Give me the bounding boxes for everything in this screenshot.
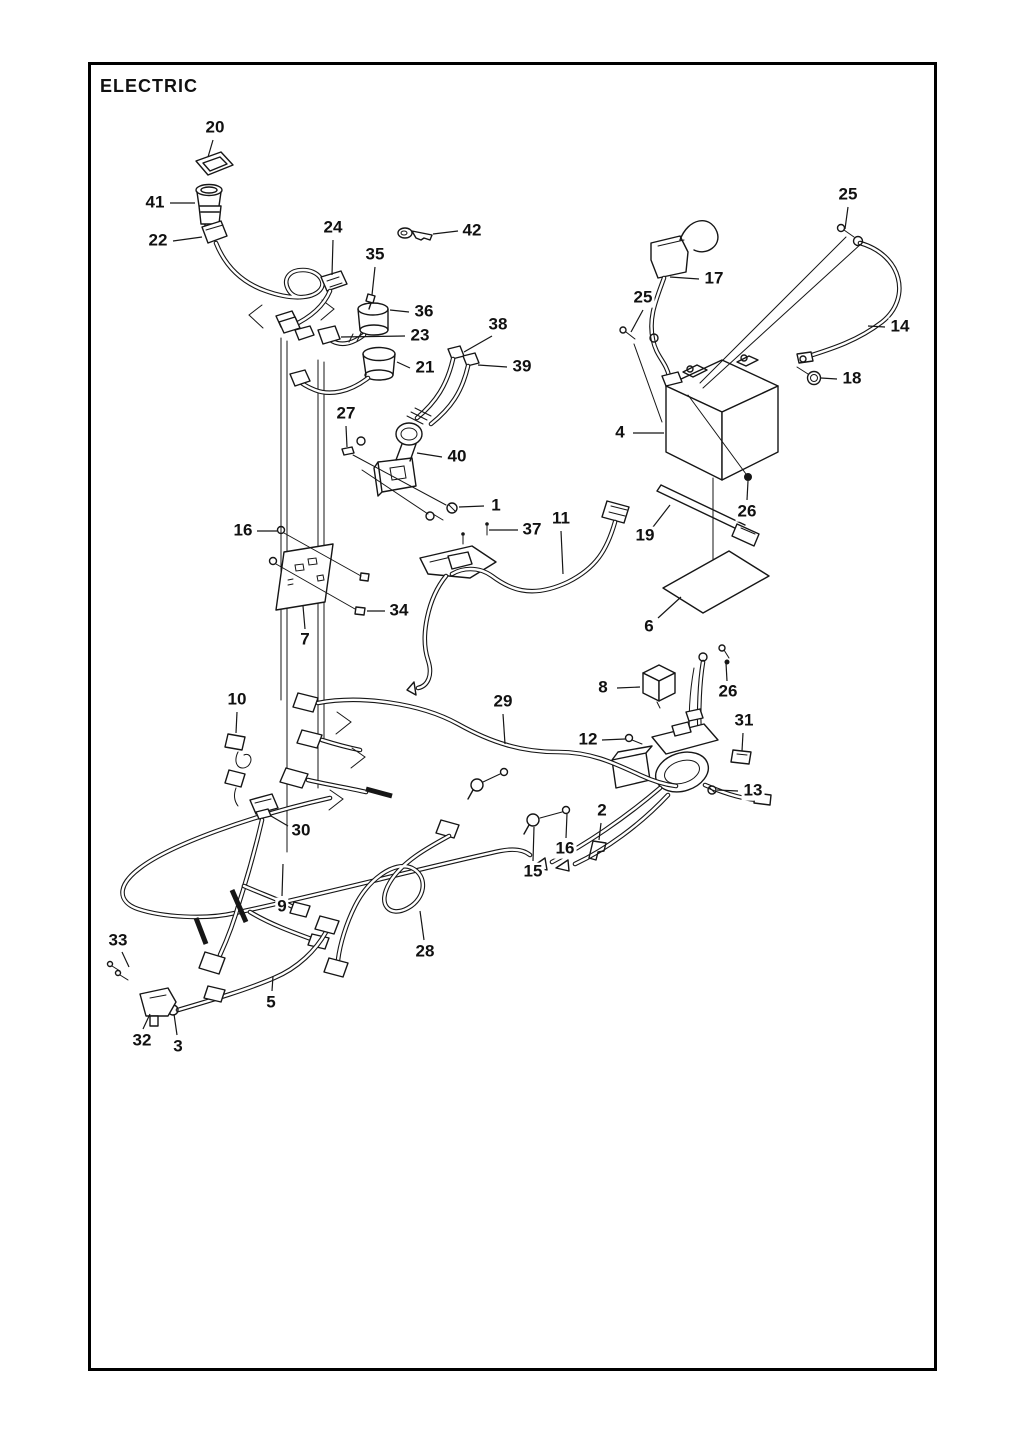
callout-39[interactable]: 39: [512, 356, 532, 376]
callout-22[interactable]: 22: [148, 230, 168, 250]
callout-7[interactable]: 7: [300, 629, 310, 649]
callout-25[interactable]: 25: [838, 184, 858, 204]
callout-15[interactable]: 15: [523, 861, 543, 881]
callout-3[interactable]: 3: [173, 1036, 183, 1056]
callout-40[interactable]: 40: [447, 446, 467, 466]
callout-16[interactable]: 16: [233, 520, 253, 540]
callout-1[interactable]: 1: [491, 495, 501, 515]
callout-42[interactable]: 42: [462, 220, 482, 240]
callout-6[interactable]: 6: [644, 616, 654, 636]
callout-21[interactable]: 21: [415, 357, 435, 377]
callout-32[interactable]: 32: [132, 1030, 152, 1050]
callout-20[interactable]: 20: [205, 117, 225, 137]
diagram-title: ELECTRIC: [100, 76, 198, 96]
callout-34[interactable]: 34: [389, 600, 409, 620]
callout-8[interactable]: 8: [598, 677, 608, 697]
callout-10[interactable]: 10: [227, 689, 247, 709]
callout-35[interactable]: 35: [365, 244, 385, 264]
callout-41[interactable]: 41: [145, 192, 165, 212]
callout-9[interactable]: 9: [277, 896, 287, 916]
callout-23[interactable]: 23: [410, 325, 430, 345]
callout-26[interactable]: 26: [737, 501, 757, 521]
callout-38[interactable]: 38: [488, 314, 508, 334]
callout-14[interactable]: 14: [890, 316, 910, 336]
callout-16[interactable]: 16: [555, 838, 575, 858]
callout-12[interactable]: 12: [578, 729, 598, 749]
callout-5[interactable]: 5: [266, 992, 276, 1012]
callout-24[interactable]: 24: [323, 217, 343, 237]
callout-26[interactable]: 26: [718, 681, 738, 701]
callout-36[interactable]: 36: [414, 301, 434, 321]
callout-19[interactable]: 19: [635, 525, 655, 545]
callout-4[interactable]: 4: [615, 422, 625, 442]
callout-11[interactable]: 11: [552, 508, 570, 528]
callout-33[interactable]: 33: [108, 930, 128, 950]
callout-28[interactable]: 28: [415, 941, 435, 961]
callout-2[interactable]: 2: [597, 800, 607, 820]
callout-29[interactable]: 29: [493, 691, 513, 711]
callout-30[interactable]: 30: [291, 820, 311, 840]
callout-17[interactable]: 17: [704, 268, 724, 288]
callout-13[interactable]: 13: [743, 780, 763, 800]
callout-25[interactable]: 25: [633, 287, 653, 307]
callout-18[interactable]: 18: [842, 368, 862, 388]
callout-27[interactable]: 27: [336, 403, 356, 423]
callout-31[interactable]: 31: [734, 710, 754, 730]
callout-37[interactable]: 37: [522, 519, 542, 539]
